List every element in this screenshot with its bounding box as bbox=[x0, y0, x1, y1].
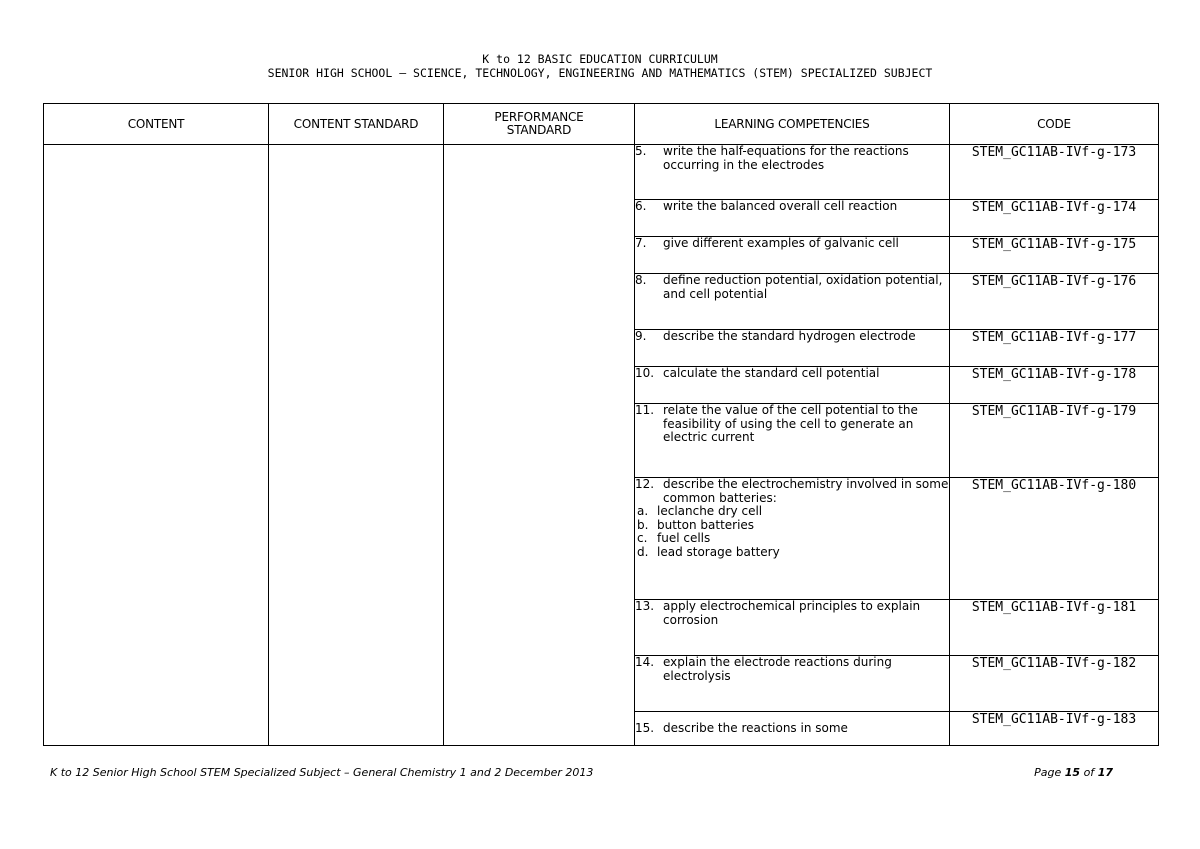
competency-text: write the half-equations for the reactions occurring in the electrodes bbox=[663, 144, 909, 172]
competency-cell bbox=[635, 200, 950, 237]
page-of: of bbox=[1083, 766, 1095, 779]
code-cell: STEM_GC11AB-IVf-g-183 bbox=[950, 712, 1159, 746]
competency-cell bbox=[635, 330, 950, 367]
curriculum-table bbox=[43, 103, 1159, 746]
code-cell: STEM_GC11AB-IVf-g-178 bbox=[950, 367, 1159, 404]
footer-page-number bbox=[1034, 766, 1113, 779]
competency-number: 15. bbox=[635, 720, 655, 735]
competency-number: 7. bbox=[635, 236, 647, 250]
competency-text: give different examples of galvanic cell bbox=[663, 236, 899, 250]
footer-document-title: K to 12 Senior High School STEM Specialized Subject – General Chemistry 1 and 2 December 2013 bbox=[50, 766, 594, 779]
column-header-content: CONTENT bbox=[44, 104, 269, 145]
list-item bbox=[635, 546, 949, 560]
column-header-code: CODE bbox=[950, 104, 1159, 145]
code-cell: STEM_GC11AB-IVf-g-180 bbox=[950, 478, 1159, 600]
competency-text: write the balanced overall cell reaction bbox=[663, 199, 898, 213]
competency-number: 10. bbox=[635, 366, 655, 380]
sub-item-text: fuel cells bbox=[657, 531, 711, 545]
performance-standard-cell bbox=[444, 145, 635, 746]
battery-sublist bbox=[635, 505, 949, 559]
header-title: K to 12 BASIC EDUCATION CURRICULUM bbox=[482, 52, 718, 66]
competency-cell bbox=[635, 656, 950, 712]
code-cell: STEM_GC11AB-IVf-g-175 bbox=[950, 237, 1159, 274]
competency-text: explain the electrode reactions during electrolysis bbox=[663, 655, 892, 683]
code-cell: STEM_GC11AB-IVf-g-173 bbox=[950, 145, 1159, 200]
table-header-row bbox=[44, 104, 1159, 145]
competency-cell bbox=[635, 145, 950, 200]
competency-text: calculate the standard cell potential bbox=[663, 366, 880, 380]
header-subtitle: SENIOR HIGH SCHOOL – SCIENCE, TECHNOLOGY, ENGINEERING AND MATHEMATICS (STEM) SPECIALIZED SUBJECT bbox=[267, 66, 933, 80]
competency-cell bbox=[635, 274, 950, 330]
content-standard-cell bbox=[269, 145, 444, 746]
code-cell: STEM_GC11AB-IVf-g-181 bbox=[950, 600, 1159, 656]
competency-cell bbox=[635, 712, 950, 746]
sub-item-letter: a. bbox=[637, 504, 649, 518]
list-item bbox=[635, 505, 949, 519]
page-word: Page bbox=[1034, 766, 1062, 779]
sub-item-letter: d. bbox=[637, 544, 649, 559]
competency-text: apply electrochemical principles to explain corrosion bbox=[663, 599, 921, 627]
column-header-performance-standard bbox=[444, 104, 635, 145]
competency-number: 5. bbox=[635, 144, 647, 158]
page-current: 15 bbox=[1064, 766, 1081, 779]
competency-number: 14. bbox=[635, 655, 655, 669]
code-cell: STEM_GC11AB-IVf-g-182 bbox=[950, 656, 1159, 712]
competency-number: 11. bbox=[635, 403, 655, 417]
code-cell: STEM_GC11AB-IVf-g-176 bbox=[950, 274, 1159, 330]
competency-number: 8. bbox=[635, 273, 647, 287]
code-cell: STEM_GC11AB-IVf-g-177 bbox=[950, 330, 1159, 367]
code-cell: STEM_GC11AB-IVf-g-179 bbox=[950, 404, 1159, 478]
table-row bbox=[44, 145, 1159, 200]
competency-number: 9. bbox=[635, 329, 647, 343]
sub-item-text: leclanche dry cell bbox=[657, 504, 763, 518]
competency-text: describe the standard hydrogen electrode bbox=[663, 329, 916, 343]
column-header-content-standard: CONTENT STANDARD bbox=[269, 104, 444, 145]
page-total: 17 bbox=[1097, 766, 1113, 779]
competency-number: 6. bbox=[635, 199, 647, 213]
content-cell bbox=[44, 145, 269, 746]
competency-text: define reduction potential, oxidation potential, and cell potential bbox=[663, 273, 943, 301]
competency-cell bbox=[635, 237, 950, 274]
column-header-learning-competencies: LEARNING COMPETENCIES bbox=[635, 104, 950, 145]
document-header bbox=[0, 52, 1200, 80]
sub-item-text: lead storage battery bbox=[657, 544, 780, 559]
competency-cell bbox=[635, 404, 950, 478]
competency-cell bbox=[635, 600, 950, 656]
competency-text: relate the value of the cell potential to the feasibility of using the cell to generate an electric current bbox=[663, 403, 918, 444]
competency-text: describe the electrochemistry involved in some common batteries: bbox=[663, 477, 949, 505]
sub-item-letter: c. bbox=[637, 531, 648, 545]
competency-cell bbox=[635, 367, 950, 404]
performance-standard-label: PERFORMANCE STANDARD bbox=[494, 110, 584, 137]
competency-text: describe the reactions in some bbox=[663, 720, 848, 735]
competency-number: 13. bbox=[635, 599, 655, 613]
competency-cell bbox=[635, 478, 950, 600]
list-item bbox=[635, 519, 949, 533]
competency-number: 12. bbox=[635, 477, 655, 491]
code-cell: STEM_GC11AB-IVf-g-174 bbox=[950, 200, 1159, 237]
sub-item-text: button batteries bbox=[657, 517, 755, 532]
sub-item-letter: b. bbox=[637, 517, 649, 532]
list-item bbox=[635, 532, 949, 546]
